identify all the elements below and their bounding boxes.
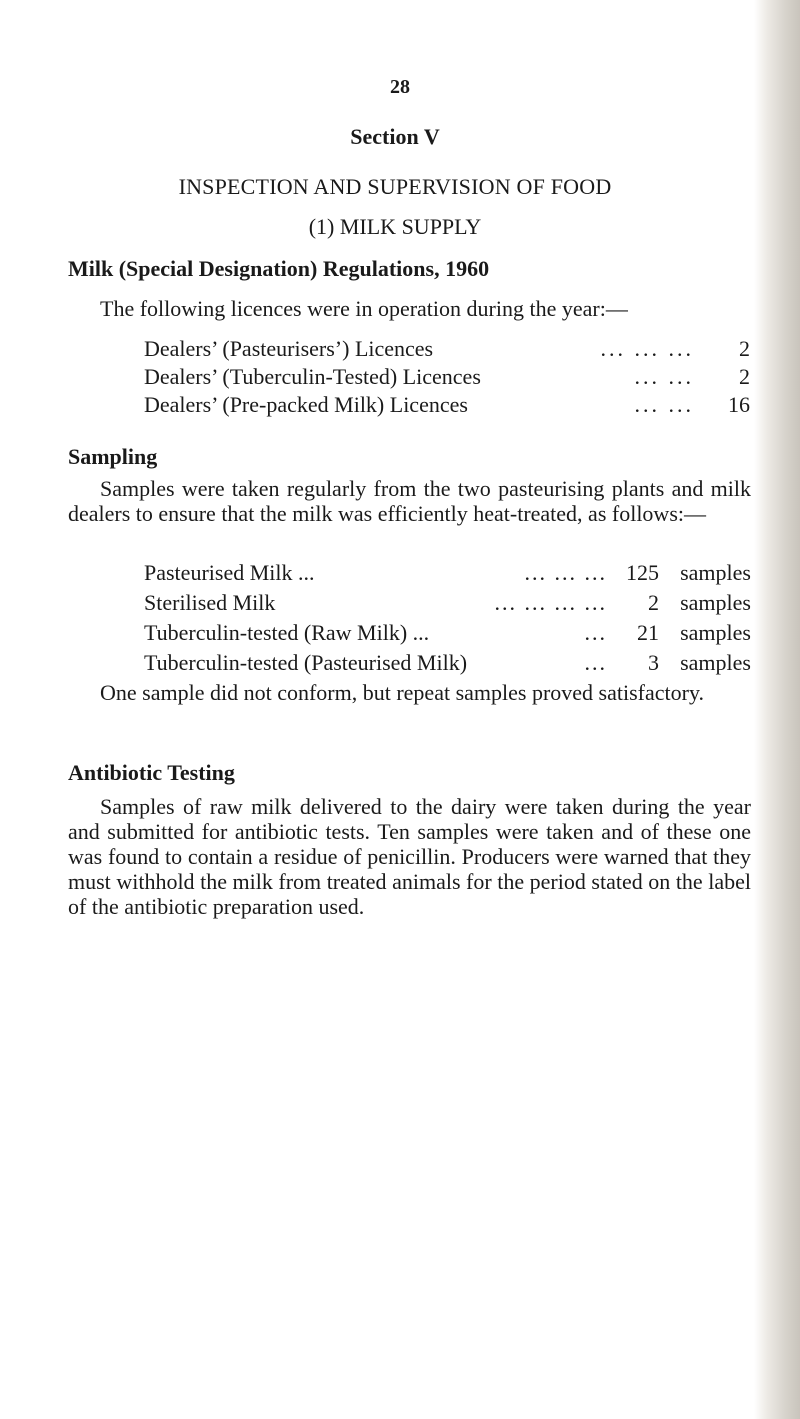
licence-count: 2 bbox=[739, 336, 750, 361]
sample-unit: samples bbox=[680, 620, 751, 645]
sample-type: Tuberculin-tested (Pasteurised Milk) bbox=[144, 650, 468, 675]
sampling-intro: Samples were taken regularly from the two pasteurising plants and milk dealers to ensure that the milk was efficiently heat-treated, as follows:— bbox=[68, 476, 751, 526]
licence-count: 2 bbox=[739, 364, 750, 389]
sample-row bbox=[144, 560, 751, 586]
sample-unit: samples bbox=[680, 650, 751, 675]
sample-count: 21 bbox=[637, 620, 659, 645]
leader-dots: ... ... ... ... bbox=[494, 590, 607, 615]
sample-type: Tuberculin-tested (Raw Milk) ... bbox=[144, 620, 430, 645]
main-title: INSPECTION AND SUPERVISION OF FOOD bbox=[178, 174, 612, 199]
sub-title: (1) MILK SUPPLY bbox=[308, 214, 482, 239]
antibiotic-heading: Antibiotic Testing bbox=[68, 760, 235, 785]
sample-count: 3 bbox=[648, 650, 659, 675]
licence-row bbox=[144, 392, 750, 418]
antibiotic-text: Samples of raw milk delivered to the dairy were taken during the year and submitted for antibiotic tests. Ten samples were taken and of these one was found to contain a residue of penicillin. Producers were warned that they must withhold the milk from treated animals for the period stated on the label of the antibiotic preparation used. bbox=[68, 794, 751, 919]
sample-row bbox=[144, 590, 751, 616]
page-number: 28 bbox=[390, 76, 410, 98]
sampling-heading: Sampling bbox=[68, 444, 158, 469]
sample-row bbox=[144, 650, 751, 676]
regulations-heading: Milk (Special Designation) Regulations, 1960 bbox=[68, 256, 490, 281]
sample-count: 2 bbox=[648, 590, 659, 615]
licence-name: Dealers’ (Pasteurisers’) Licences bbox=[144, 336, 434, 361]
leader-dots: ... ... bbox=[634, 364, 694, 389]
sample-type: Sterilised Milk bbox=[144, 590, 276, 615]
licence-row bbox=[144, 364, 750, 390]
sample-unit: samples bbox=[680, 560, 751, 585]
section-label: Section V bbox=[350, 124, 440, 149]
leader-dots: ... ... ... bbox=[524, 560, 607, 585]
sample-row bbox=[144, 620, 751, 646]
licence-name: Dealers’ (Tuberculin-Tested) Licences bbox=[144, 364, 481, 389]
leader-dots: ... bbox=[584, 620, 607, 645]
licence-name: Dealers’ (Pre-packed Milk) Licences bbox=[144, 392, 468, 417]
leader-dots: ... ... bbox=[634, 392, 694, 417]
sample-count: 125 bbox=[626, 560, 659, 585]
licences-intro: The following licences were in operation during the year:— bbox=[100, 296, 628, 321]
leader-dots: ... bbox=[584, 650, 607, 675]
leader-dots: ... ... ... bbox=[600, 336, 694, 361]
licence-count: 16 bbox=[728, 392, 750, 417]
sampling-conclusion: One sample did not conform, but repeat samples proved satisfactory. bbox=[100, 680, 705, 705]
licence-row bbox=[144, 336, 750, 362]
sample-type: Pasteurised Milk ... bbox=[144, 560, 315, 585]
sample-unit: samples bbox=[680, 590, 751, 615]
